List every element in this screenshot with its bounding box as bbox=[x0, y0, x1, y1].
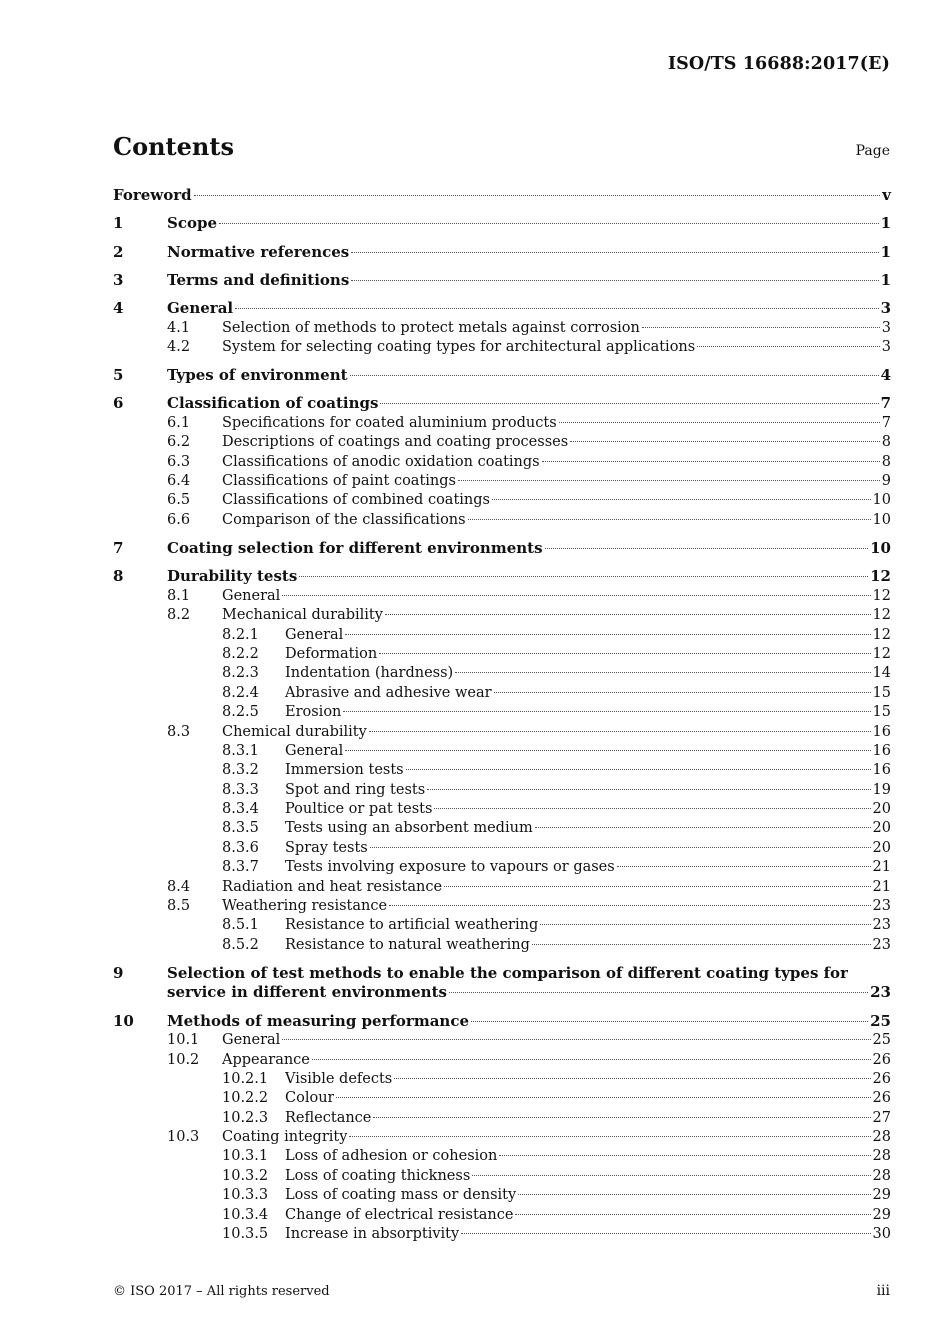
toc-entry-title: Appearance bbox=[222, 1051, 310, 1068]
toc-entry-number: 10 bbox=[113, 1011, 134, 1030]
toc-entry-title: Specifications for coated aluminium products bbox=[222, 414, 557, 431]
toc-entry-title: Loss of coating mass or density bbox=[285, 1187, 517, 1204]
toc-entry-page: 27 bbox=[872, 1109, 891, 1126]
dot-leader bbox=[406, 769, 871, 770]
dot-leader bbox=[494, 692, 871, 693]
toc-entry-page: 28 bbox=[872, 1167, 891, 1184]
toc-entry-number: 8.2.4 bbox=[222, 684, 259, 701]
dot-leader bbox=[642, 327, 880, 328]
toc-entry-page: 26 bbox=[872, 1090, 891, 1107]
toc-entry-page: 3 bbox=[880, 299, 891, 318]
toc-entry[interactable] bbox=[113, 878, 891, 897]
toc-entry-page: 15 bbox=[872, 704, 891, 721]
toc-entry[interactable] bbox=[113, 271, 891, 290]
toc-entry[interactable] bbox=[113, 1089, 891, 1108]
dot-leader bbox=[540, 924, 870, 925]
toc-entry-page: 16 bbox=[872, 742, 891, 759]
toc-entry-title: General bbox=[222, 1032, 281, 1049]
dot-leader bbox=[370, 847, 871, 848]
toc-entry-page: 28 bbox=[872, 1129, 891, 1146]
dot-leader bbox=[282, 1039, 870, 1040]
toc-entry-page: 29 bbox=[872, 1187, 891, 1204]
dot-leader bbox=[394, 1078, 870, 1079]
toc-entry-title: Descriptions of coatings and coating processes bbox=[222, 434, 569, 451]
dot-leader bbox=[369, 731, 871, 732]
dot-leader bbox=[444, 886, 871, 887]
toc-entry[interactable] bbox=[113, 1206, 891, 1225]
toc-entry[interactable] bbox=[113, 1225, 891, 1244]
dot-leader bbox=[455, 672, 870, 673]
toc-entry-number: 6.3 bbox=[167, 453, 191, 470]
toc-entry[interactable] bbox=[113, 606, 891, 625]
toc-entry-page: 4 bbox=[880, 366, 891, 385]
toc-entry[interactable] bbox=[113, 897, 891, 916]
dot-leader bbox=[351, 280, 878, 281]
dot-leader bbox=[515, 1214, 870, 1215]
dot-leader bbox=[499, 1155, 870, 1156]
toc-entry-number: 10.1 bbox=[167, 1032, 200, 1049]
dot-leader bbox=[336, 1097, 870, 1098]
dot-leader bbox=[434, 808, 870, 809]
dot-leader bbox=[380, 403, 878, 404]
toc-entry-page: 3 bbox=[881, 338, 891, 355]
toc-entry[interactable] bbox=[113, 761, 891, 780]
toc-entry[interactable] bbox=[113, 936, 891, 955]
toc-entry-number: 8.2.2 bbox=[222, 645, 259, 662]
toc-entry[interactable] bbox=[113, 839, 891, 858]
toc-entry-title: Erosion bbox=[285, 704, 342, 721]
toc-entry-title: General bbox=[222, 587, 281, 604]
toc-entry-number: 10.2.3 bbox=[222, 1109, 269, 1126]
toc-entry-title: Classifications of paint coatings bbox=[222, 473, 456, 490]
dot-leader bbox=[312, 1059, 871, 1060]
toc-entry[interactable] bbox=[113, 742, 891, 761]
toc-entry[interactable] bbox=[113, 453, 891, 472]
dot-leader bbox=[492, 499, 871, 500]
toc-entry-number: 8.2.3 bbox=[222, 665, 259, 682]
toc-entry-title: Loss of coating thickness bbox=[285, 1167, 471, 1184]
toc-entry-page: 12 bbox=[872, 645, 891, 662]
page-number: iii bbox=[876, 1283, 890, 1299]
toc-entry-page: 1 bbox=[880, 214, 891, 233]
toc-entry-number: 8.2.1 bbox=[222, 626, 259, 643]
toc-entry-title: Resistance to artificial weathering bbox=[285, 917, 539, 934]
toc-entry-title: Methods of measuring performance bbox=[167, 1011, 469, 1030]
toc-entry-page: 3 bbox=[881, 319, 891, 336]
toc-entry-page: 12 bbox=[872, 587, 891, 604]
toc-entry[interactable] bbox=[113, 491, 891, 510]
toc-entry-number: 10.3.4 bbox=[222, 1206, 269, 1223]
toc-entry-number: 10.2.1 bbox=[222, 1070, 269, 1087]
toc-entry[interactable] bbox=[113, 626, 891, 645]
dot-leader bbox=[282, 595, 870, 596]
toc-entry-number: 6.2 bbox=[167, 434, 191, 451]
toc-entry-page: 26 bbox=[872, 1070, 891, 1087]
toc-entry-title: Poultice or pat tests bbox=[285, 801, 433, 818]
toc-entry-title: Durability tests bbox=[167, 567, 298, 586]
toc-entry-number: 4.1 bbox=[167, 319, 191, 336]
toc-entry[interactable] bbox=[113, 1128, 891, 1147]
toc-entry-title: General bbox=[167, 299, 234, 318]
toc-entry[interactable] bbox=[113, 1186, 891, 1205]
toc-entry-title: Abrasive and adhesive wear bbox=[285, 684, 492, 701]
toc-entry-page: 23 bbox=[872, 898, 891, 915]
toc-entry-page: 8 bbox=[881, 453, 891, 470]
dot-leader bbox=[472, 1175, 870, 1176]
toc-entry-page: 15 bbox=[872, 684, 891, 701]
toc-entry-number: 7 bbox=[113, 539, 124, 558]
toc-entry[interactable] bbox=[113, 394, 891, 413]
toc-entry-title: Radiation and heat resistance bbox=[222, 878, 443, 895]
dot-leader bbox=[345, 750, 870, 751]
toc-entry-title: Selection of test methods to enable the comparison of different coating types for bbox=[167, 964, 848, 983]
toc-entry-page: 7 bbox=[881, 414, 891, 431]
toc-entry-page: 25 bbox=[870, 1011, 891, 1030]
page-title: Contents bbox=[113, 132, 234, 161]
toc-entry-number: 1 bbox=[113, 214, 124, 233]
toc-entry-title: Immersion tests bbox=[285, 762, 404, 779]
toc-entry-page: 12 bbox=[872, 626, 891, 643]
dot-leader bbox=[518, 1194, 870, 1195]
dot-leader bbox=[389, 905, 871, 906]
toc-entry-title: General bbox=[285, 742, 344, 759]
dot-leader bbox=[427, 789, 870, 790]
toc-entry-page: 16 bbox=[872, 762, 891, 779]
toc-entry-number: 8.3.2 bbox=[222, 762, 259, 779]
toc-entry-page: 1 bbox=[880, 270, 891, 289]
dot-leader bbox=[458, 480, 880, 481]
dot-leader bbox=[471, 1021, 868, 1022]
toc-entry-page: 25 bbox=[872, 1032, 891, 1049]
toc-entry-title: Classifications of combined coatings bbox=[222, 492, 490, 509]
toc-entry[interactable] bbox=[113, 433, 891, 452]
toc-entry-page: 21 bbox=[872, 878, 891, 895]
toc-entry[interactable] bbox=[113, 366, 891, 385]
toc-entry[interactable] bbox=[113, 186, 891, 205]
toc-entry[interactable] bbox=[113, 800, 891, 819]
toc-entry-title: Normative references bbox=[167, 242, 350, 261]
toc-entry-title: Reflectance bbox=[285, 1109, 372, 1126]
toc-entry-number: 10.3.5 bbox=[222, 1226, 269, 1243]
toc-entry-page: 26 bbox=[872, 1051, 891, 1068]
toc-entry-number: 8.3 bbox=[167, 723, 191, 740]
toc-entry-title: Increase in absorptivity bbox=[285, 1226, 460, 1243]
toc-entry-title: Spray tests bbox=[285, 839, 368, 856]
dot-leader bbox=[351, 252, 878, 253]
toc-entry[interactable] bbox=[113, 243, 891, 262]
toc-entry-number: 8 bbox=[113, 567, 124, 586]
toc-entry-number: 8.3.1 bbox=[222, 742, 259, 759]
toc-entry-page: 12 bbox=[872, 607, 891, 624]
toc-entry[interactable] bbox=[113, 539, 891, 558]
toc-entry-title-continued: service in different environments bbox=[167, 983, 447, 1002]
toc-entry-page: 16 bbox=[872, 723, 891, 740]
toc-entry[interactable] bbox=[113, 1167, 891, 1186]
toc-entry-number: 8.4 bbox=[167, 878, 191, 895]
toc-entry[interactable] bbox=[113, 1147, 891, 1166]
toc-entry-title: Spot and ring tests bbox=[285, 781, 426, 798]
toc-entry-title: Tests using an absorbent medium bbox=[285, 820, 533, 837]
toc-entry[interactable] bbox=[113, 1109, 891, 1128]
toc-entry[interactable] bbox=[113, 1031, 891, 1050]
dot-leader bbox=[194, 195, 881, 196]
toc-entry-page: 30 bbox=[872, 1226, 891, 1243]
page-column-label: Page bbox=[855, 143, 890, 159]
toc-entry-page: 20 bbox=[872, 839, 891, 856]
dot-leader bbox=[343, 711, 870, 712]
toc-entry-title: Indentation (hardness) bbox=[285, 665, 454, 682]
toc-entry[interactable] bbox=[113, 567, 891, 586]
toc-entry-number: 6.6 bbox=[167, 511, 191, 528]
toc-entry-number: 8.3.7 bbox=[222, 859, 259, 876]
toc-entry-number: 8.5.1 bbox=[222, 917, 259, 934]
toc-entry-number: 10.2.2 bbox=[222, 1090, 269, 1107]
toc-entry-number: 8.5.2 bbox=[222, 936, 259, 953]
toc-entry-title: Scope bbox=[167, 214, 218, 233]
toc-entry-number: 6.4 bbox=[167, 473, 191, 490]
toc-entry-page: 9 bbox=[881, 473, 891, 490]
toc-entry-number: 8.2 bbox=[167, 607, 191, 624]
toc-entry-number: 9 bbox=[113, 964, 124, 983]
toc-entry-number: 3 bbox=[113, 270, 124, 289]
dot-leader bbox=[617, 866, 871, 867]
toc-entry-title: Types of environment bbox=[167, 366, 348, 385]
toc-entry-title: Classification of coatings bbox=[167, 394, 379, 413]
toc-entry-page: 7 bbox=[880, 394, 891, 413]
toc-entry-number: 10.3.2 bbox=[222, 1167, 269, 1184]
toc-entry-page: 10 bbox=[870, 539, 891, 558]
toc-entry-page: 10 bbox=[872, 511, 891, 528]
toc-entry[interactable] bbox=[113, 916, 891, 935]
dot-leader bbox=[379, 653, 870, 654]
copyright-notice: © ISO 2017 – All rights reserved bbox=[113, 1284, 330, 1299]
dot-leader bbox=[468, 519, 871, 520]
document-id: ISO/TS 16688:2017(E) bbox=[667, 54, 890, 74]
dot-leader bbox=[350, 375, 879, 376]
toc-entry-number: 10.3 bbox=[167, 1129, 200, 1146]
toc-entry-page: v bbox=[882, 186, 891, 204]
dot-leader bbox=[545, 548, 869, 549]
toc-entry[interactable] bbox=[113, 319, 891, 338]
toc-entry[interactable] bbox=[113, 781, 891, 800]
toc-entry[interactable] bbox=[113, 645, 891, 664]
dot-leader bbox=[697, 346, 880, 347]
toc-entry[interactable] bbox=[113, 511, 891, 530]
toc-entry-title: Tests involving exposure to vapours or gases bbox=[285, 859, 615, 876]
toc-entry-page: 1 bbox=[880, 242, 891, 261]
toc-entry-number: 10.3.1 bbox=[222, 1148, 269, 1165]
toc-entry-page: 19 bbox=[872, 781, 891, 798]
dot-leader bbox=[299, 576, 868, 577]
toc-entry-title: Coating integrity bbox=[222, 1129, 348, 1146]
toc-entry[interactable] bbox=[113, 414, 891, 433]
toc-entry[interactable] bbox=[113, 858, 891, 877]
toc-entry-page: 20 bbox=[872, 820, 891, 837]
toc-entry-number: 8.1 bbox=[167, 587, 191, 604]
toc-entry-title: Resistance to natural weathering bbox=[285, 936, 530, 953]
table-of-contents bbox=[113, 186, 891, 1244]
toc-entry[interactable] bbox=[113, 684, 891, 703]
toc-entry-page: 10 bbox=[872, 492, 891, 509]
toc-entry-number: 8.3.5 bbox=[222, 820, 259, 837]
dot-leader bbox=[570, 441, 880, 442]
toc-entry[interactable] bbox=[113, 1051, 891, 1070]
toc-entry-title: Change of electrical resistance bbox=[285, 1206, 514, 1223]
toc-entry-number: 8.3.3 bbox=[222, 781, 259, 798]
toc-entry[interactable] bbox=[113, 703, 891, 722]
toc-entry-title: Chemical durability bbox=[222, 723, 367, 740]
toc-entry-page: 20 bbox=[872, 801, 891, 818]
toc-entry-number: 2 bbox=[113, 242, 124, 261]
toc-entry[interactable] bbox=[113, 1012, 891, 1031]
dot-leader bbox=[535, 827, 871, 828]
toc-entry-page: 28 bbox=[872, 1148, 891, 1165]
dot-leader bbox=[532, 944, 871, 945]
toc-entry-title: Comparison of the classifications bbox=[222, 511, 466, 528]
toc-entry-number: 6.1 bbox=[167, 414, 191, 431]
toc-entry[interactable] bbox=[113, 819, 891, 838]
toc-entry-number: 8.3.6 bbox=[222, 839, 259, 856]
toc-entry-title: Terms and definitions bbox=[167, 270, 350, 289]
toc-entry-number: 10.3.3 bbox=[222, 1187, 269, 1204]
toc-entry[interactable] bbox=[113, 338, 891, 357]
toc-entry-page: 23 bbox=[872, 917, 891, 934]
toc-entry-title: Selection of methods to protect metals against corrosion bbox=[222, 319, 640, 336]
dot-leader bbox=[385, 614, 871, 615]
dot-leader bbox=[349, 1136, 870, 1137]
toc-entry-title: Weathering resistance bbox=[222, 898, 388, 915]
dot-leader bbox=[219, 223, 879, 224]
toc-entry-title: Visible defects bbox=[285, 1070, 393, 1087]
toc-entry-title: Colour bbox=[285, 1090, 335, 1107]
toc-entry[interactable] bbox=[113, 723, 891, 742]
dot-leader bbox=[559, 422, 880, 423]
toc-entry-number: 8.3.4 bbox=[222, 801, 259, 818]
dot-leader bbox=[235, 308, 878, 309]
toc-entry-title: Mechanical durability bbox=[222, 607, 383, 624]
toc-entry-page: 23 bbox=[872, 936, 891, 953]
toc-entry-number: 6 bbox=[113, 394, 124, 413]
toc-entry[interactable] bbox=[113, 964, 891, 1003]
toc-entry-title: Deformation bbox=[285, 645, 378, 662]
toc-entry-number: 8.2.5 bbox=[222, 704, 259, 721]
toc-entry-page: 14 bbox=[872, 665, 891, 682]
toc-entry[interactable] bbox=[113, 472, 891, 491]
toc-entry-page: 21 bbox=[872, 859, 891, 876]
toc-entry-title: General bbox=[285, 626, 344, 643]
dot-leader bbox=[449, 992, 868, 993]
toc-entry-number: 5 bbox=[113, 366, 124, 385]
toc-entry-page: 29 bbox=[872, 1206, 891, 1223]
toc-entry-number: 8.5 bbox=[167, 898, 191, 915]
toc-entry-page: 12 bbox=[870, 567, 891, 586]
toc-entry-title: Classifications of anodic oxidation coatings bbox=[222, 453, 540, 470]
dot-leader bbox=[461, 1233, 870, 1234]
toc-entry[interactable] bbox=[113, 214, 891, 233]
toc-entry-number: 10.2 bbox=[167, 1051, 200, 1068]
toc-entry[interactable] bbox=[113, 664, 891, 683]
dot-leader bbox=[345, 634, 870, 635]
toc-entry[interactable] bbox=[113, 587, 891, 606]
toc-entry-page: 8 bbox=[881, 434, 891, 451]
toc-entry-page: 23 bbox=[870, 983, 891, 1002]
toc-entry-title: Loss of adhesion or cohesion bbox=[285, 1148, 498, 1165]
toc-entry-number: 4.2 bbox=[167, 338, 191, 355]
dot-leader bbox=[542, 461, 880, 462]
toc-entry-number: 6.5 bbox=[167, 492, 191, 509]
toc-entry[interactable] bbox=[113, 1070, 891, 1089]
toc-entry-number: 4 bbox=[113, 299, 124, 318]
dot-leader bbox=[373, 1117, 870, 1118]
toc-entry-title: Coating selection for different environments bbox=[167, 539, 543, 558]
toc-entry-title: Foreword bbox=[113, 186, 192, 204]
toc-entry-title: System for selecting coating types for architectural applications bbox=[222, 338, 696, 355]
toc-entry[interactable] bbox=[113, 299, 891, 318]
